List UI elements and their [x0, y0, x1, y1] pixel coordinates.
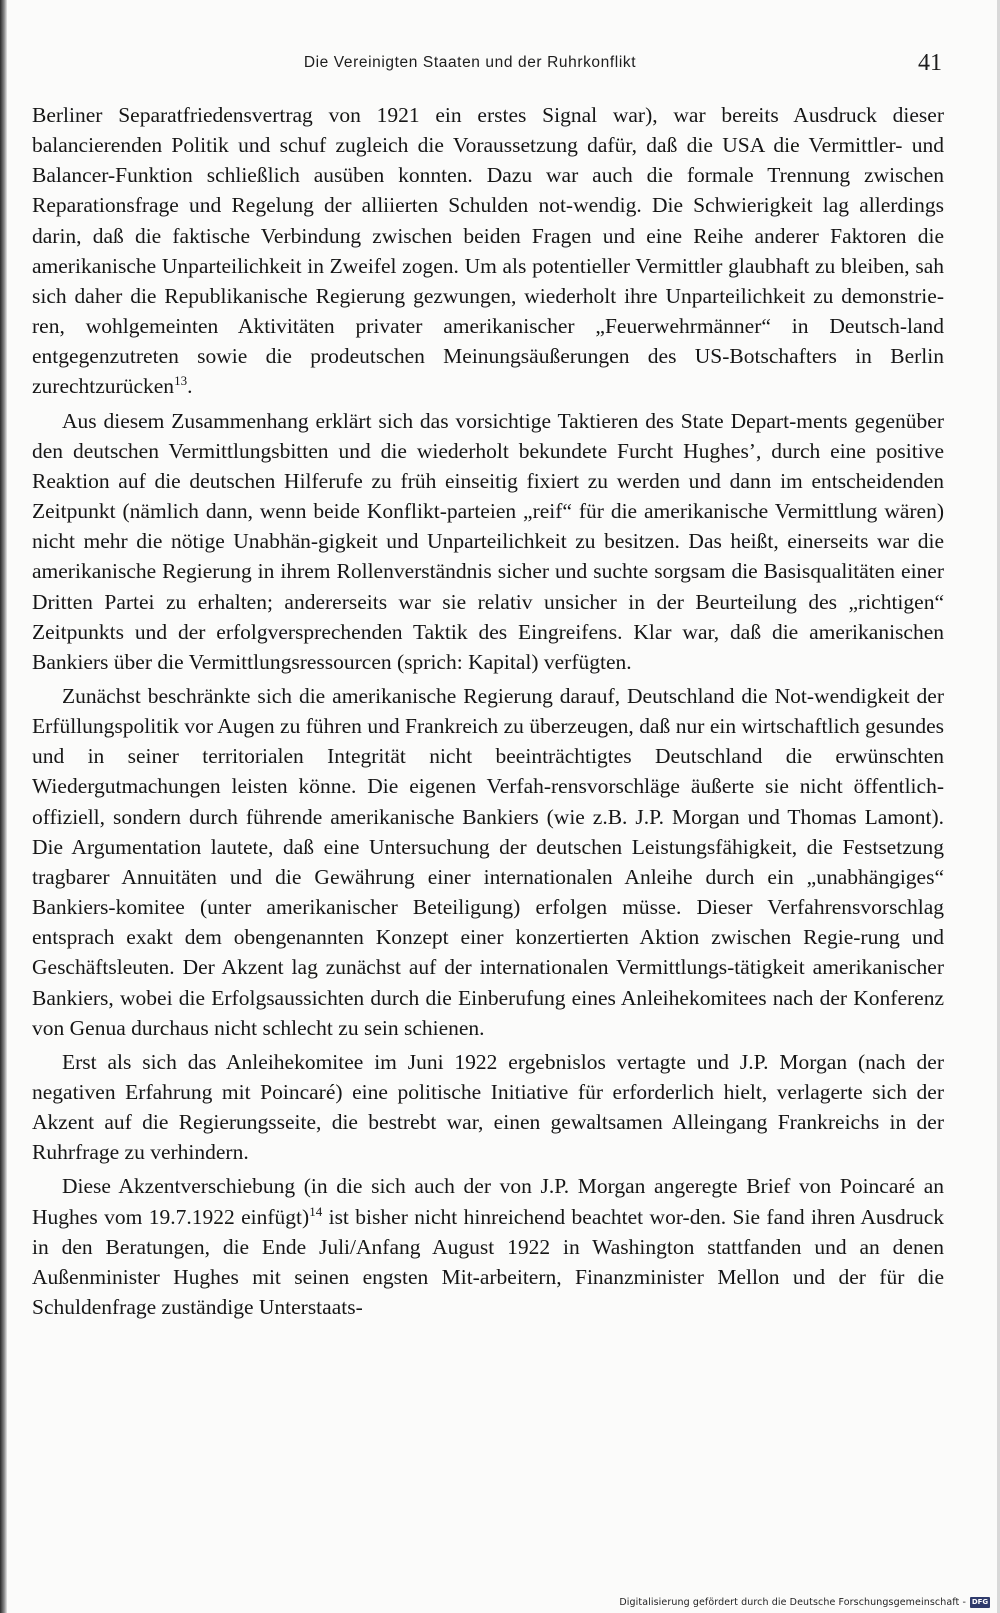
- paragraph-5: [32, 1171, 944, 1322]
- running-title: Die Vereinigten Staaten und der Ruhrkonflikt: [303, 54, 637, 71]
- digitization-credit: Digitalisierung gefördert durch die Deutsche Forschungsgemeinschaft -: [619, 1596, 966, 1608]
- paragraph-1-tail: .: [187, 374, 193, 399]
- digitization-footer: [619, 1594, 990, 1610]
- page-number: 41: [918, 50, 942, 76]
- dfg-logo-text: DFG: [971, 1597, 989, 1606]
- paragraph-1-text: Berliner Separatfriedensvertrag von 1921 ein erstes Signal war), war bereits Ausdruck dieser balancierenden Politik und schuf zugleich die Voraussetzung dafür, daß die USA die Vermittler- und Balancer-Funktion schließlich ausüben konnten. Dazu war auch die formale Trennung zwischen Reparationsfrage und Regelung der alliierten Schulden not-wendig. Die Schwierigkeit lag allerdings darin, daß die faktische Verbindung zwischen beiden Fragen und eine Reihe anderer Faktoren die amerikanische Unparteilichkeit in Zweifel zogen. Um als potentieller Vermittler glaubhaft zu bleiben, sah sich daher die Republikanische Regierung gezwungen, wiederholt ihre Unparteilichkeit zu demonstrie-ren, wohlgemeinten Aktivitäten privater amerikanischer „Feuerwehrmänner“ in Deutsch-land entgegenzutreten sowie die prodeutschen Meinungsäußerungen des US-Botschafters in Berlin zurechtzurücken: [32, 103, 944, 399]
- body-text: [32, 100, 944, 1322]
- paragraph-1: [32, 100, 944, 402]
- paragraph-5-tail: ist bisher nicht hinreichend beachtet wor-den. Sie fand ihren Ausdruck in den Beratungen, die Ende Juli/Anfang August 1922 in Washington stattfanden und an denen Außenminister Hughes mit seinen engsten Mit-arbeitern, Finanzminister Mellon und der für die Schuldenfrage zuständige Unterstaats-: [32, 1204, 945, 1320]
- paragraph-5-text: Diese Akzentverschiebung (in die sich auch der von J.P. Morgan angeregte Brief von Poincaré an Hughes vom 19.7.1922 einfügt): [32, 1174, 944, 1229]
- running-header: [30, 52, 950, 78]
- paragraph-3: Zunächst beschränkte sich die amerikanische Regierung darauf, Deutschland die Not-wendigkeit der Erfüllungspolitik vor Augen zu führen und Frankreich zu überzeugen, daß nur ein wirtschaftlich gesundes und in seiner territorialen Integrität nicht beeinträchtigtes Deutschland die erwünschten Wiedergutmachungen leisten könne. Die eigenen Verfah-rensvorschläge äußerte sie nicht öffentlich-offiziell, sondern durch führende amerikanische Bankiers (wie z.B. J.P. Morgan und Thomas Lamont). Die Argumentation lautete, daß eine Untersuchung der deutschen Leistungsfähigkeit, die Festsetzung tragbarer Annuitäten und die Gewährung einer internationalen Anleihe durch ein „unabhängiges“ Bankiers-komitee (unter amerikanischer Beteiligung) erfolgen müsse. Dieser Verfahrensvorschlag entsprach exakt dem obengenannten Konzept einer konzertierten Aktion zwischen Regie-rung und Geschäftsleuten. Der Akzent lag zunächst auf der internationalen Vermittlungs-tätigkeit amerikanischer Bankiers, wobei die Erfolgsaussichten durch die Einberufung eines Anleihekomitees nach der Konferenz von Genua durchaus nicht schlecht zu sein schienen.: [32, 683, 944, 1040]
- footnote-ref-13: 13: [174, 373, 188, 389]
- footnote-ref-14: 14: [309, 1203, 323, 1219]
- dfg-logo-icon: [970, 1597, 990, 1608]
- paragraph-4: Erst als sich das Anleihekomitee im Juni 1922 ergebnislos vertagte und J.P. Morgan (nach der negativen Erfahrung mit Poincaré) eine politische Initiative für erforderlich hielt, verlagerte sich der Akzent auf die Regierungsseite, die bestrebt war, einen gewaltsamen Alleingang Frankreichs in der Ruhrfrage zu verhindern.: [32, 1049, 944, 1165]
- scan-binding-shadow: [0, 0, 7, 1613]
- paragraph-2: Aus diesem Zusammenhang erklärt sich das vorsichtige Taktieren des State Depart-ments gegenüber den deutschen Vermittlungsbitten und die wiederholt bekundete Furcht Hughes’, durch eine positive Reaktion auf die deutschen Hilferufe zu früh einseitig fixiert zu werden und dann im entscheidenden Zeitpunkt (nämlich dann, wenn beide Konflikt-parteien „reif“ für die amerikanische Vermittlung wären) nicht mehr die nötige Unabhän-gigkeit und Unparteilichkeit zu besitzen. Das heißt, einerseits war die amerikanische Regierung in ihrem Rollenverständnis sicher und suchte sorgsam die Basisqualitäten einer Dritten Partei zu erhalten; andererseits war sie relativ unsicher in der Beurteilung des „richtigen“ Zeitpunkts und der erfolgversprechenden Taktik des Eingreifens. Klar war, daß die amerikanischen Bankiers über die Vermittlungsressourcen (sprich: Kapital) verfügten.: [32, 408, 944, 674]
